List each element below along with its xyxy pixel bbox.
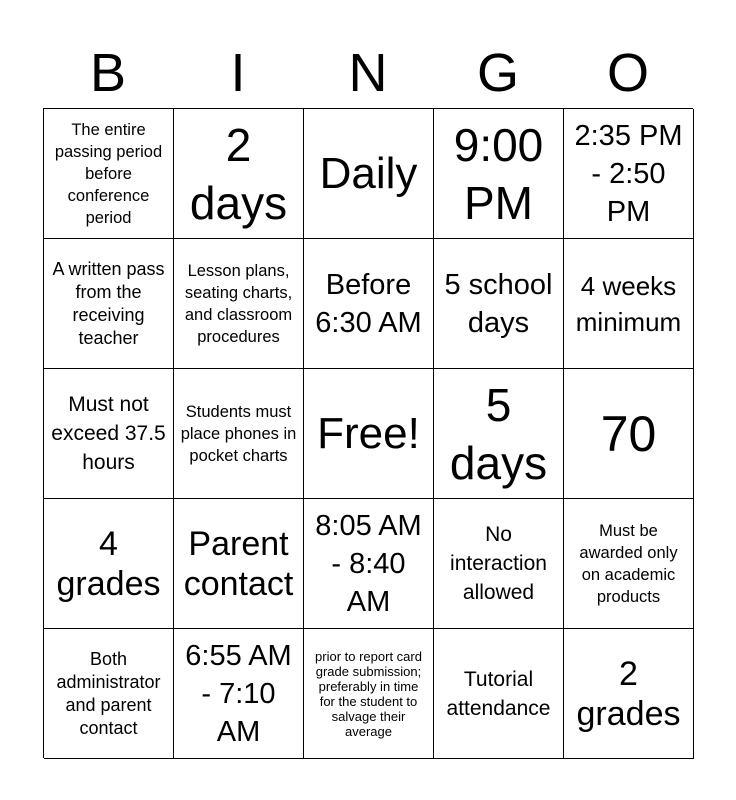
bingo-cell[interactable]	[564, 239, 694, 369]
cell-text: No interaction allowed	[450, 523, 547, 604]
cell-text: A written pass from the receiving teacher	[52, 258, 165, 348]
cell-text: 4 weeks minimum	[575, 270, 682, 337]
header-letter-b: B	[89, 43, 127, 103]
bingo-cell[interactable]	[304, 499, 434, 629]
cell-text: 2:35 PM - 2:50 PM	[574, 119, 683, 228]
bingo-cell[interactable]	[304, 629, 434, 759]
header-letter-o: O	[606, 43, 649, 103]
header-letter-g: G	[476, 43, 519, 103]
header-letter-i: I	[230, 43, 246, 103]
cell-text: 5 days	[449, 378, 548, 489]
bingo-header	[43, 40, 693, 106]
bingo-cell[interactable]	[44, 369, 174, 499]
bingo-cell[interactable]	[564, 629, 694, 759]
bingo-cell[interactable]	[44, 629, 174, 759]
bingo-cell[interactable]	[434, 109, 564, 239]
bingo-cell[interactable]	[434, 629, 564, 759]
bingo-grid	[43, 108, 693, 758]
cell-text: Must not exceed 37.5 hours	[51, 393, 166, 474]
cell-text: Must be awarded only on academic products	[579, 521, 678, 606]
cell-text: Lesson plans, seating charts, and classroom procedures	[184, 261, 293, 346]
bingo-cell[interactable]	[434, 369, 564, 499]
cell-text: Before 6:30 AM	[315, 268, 422, 339]
cell-text: The entire passing period before conference period	[54, 120, 163, 227]
cell-text: 5 school days	[444, 268, 553, 339]
bingo-cell[interactable]	[174, 629, 304, 759]
cell-text: Both administrator and parent contact	[56, 648, 161, 738]
cell-text: 6:55 AM - 7:10 AM	[185, 639, 292, 748]
bingo-cell[interactable]	[174, 239, 304, 369]
bingo-cell[interactable]	[44, 109, 174, 239]
bingo-cell[interactable]	[304, 239, 434, 369]
bingo-cell[interactable]	[174, 499, 304, 629]
bingo-cell[interactable]	[564, 369, 694, 499]
cell-text: 4 grades	[56, 524, 161, 603]
bingo-cell[interactable]	[434, 239, 564, 369]
cell-text: 9:00 PM	[453, 118, 544, 229]
free-space[interactable]	[304, 369, 434, 499]
cell-text: 2 days	[189, 118, 288, 229]
cell-text: Parent contact	[183, 524, 294, 603]
cell-text: Tutorial attendance	[446, 667, 551, 720]
bingo-cell[interactable]	[174, 109, 304, 239]
bingo-cell[interactable]	[44, 239, 174, 369]
bingo-cell[interactable]	[434, 499, 564, 629]
cell-text: Free!	[317, 408, 420, 458]
bingo-cell[interactable]	[564, 499, 694, 629]
cell-text: Students must place phones in pocket charts	[180, 402, 297, 465]
bingo-cell[interactable]	[304, 109, 434, 239]
cell-text: 2 grades	[576, 654, 681, 733]
cell-text: 70	[600, 405, 657, 462]
cell-text: 8:05 AM - 8:40 AM	[315, 509, 422, 618]
cell-text: Daily	[319, 148, 418, 198]
bingo-cell[interactable]	[44, 499, 174, 629]
bingo-cell[interactable]	[564, 109, 694, 239]
header-letter-n: N	[348, 43, 388, 103]
bingo-cell[interactable]	[174, 369, 304, 499]
cell-text: prior to report card grade submission; preferably in time for the student to salvage their average	[315, 648, 422, 739]
